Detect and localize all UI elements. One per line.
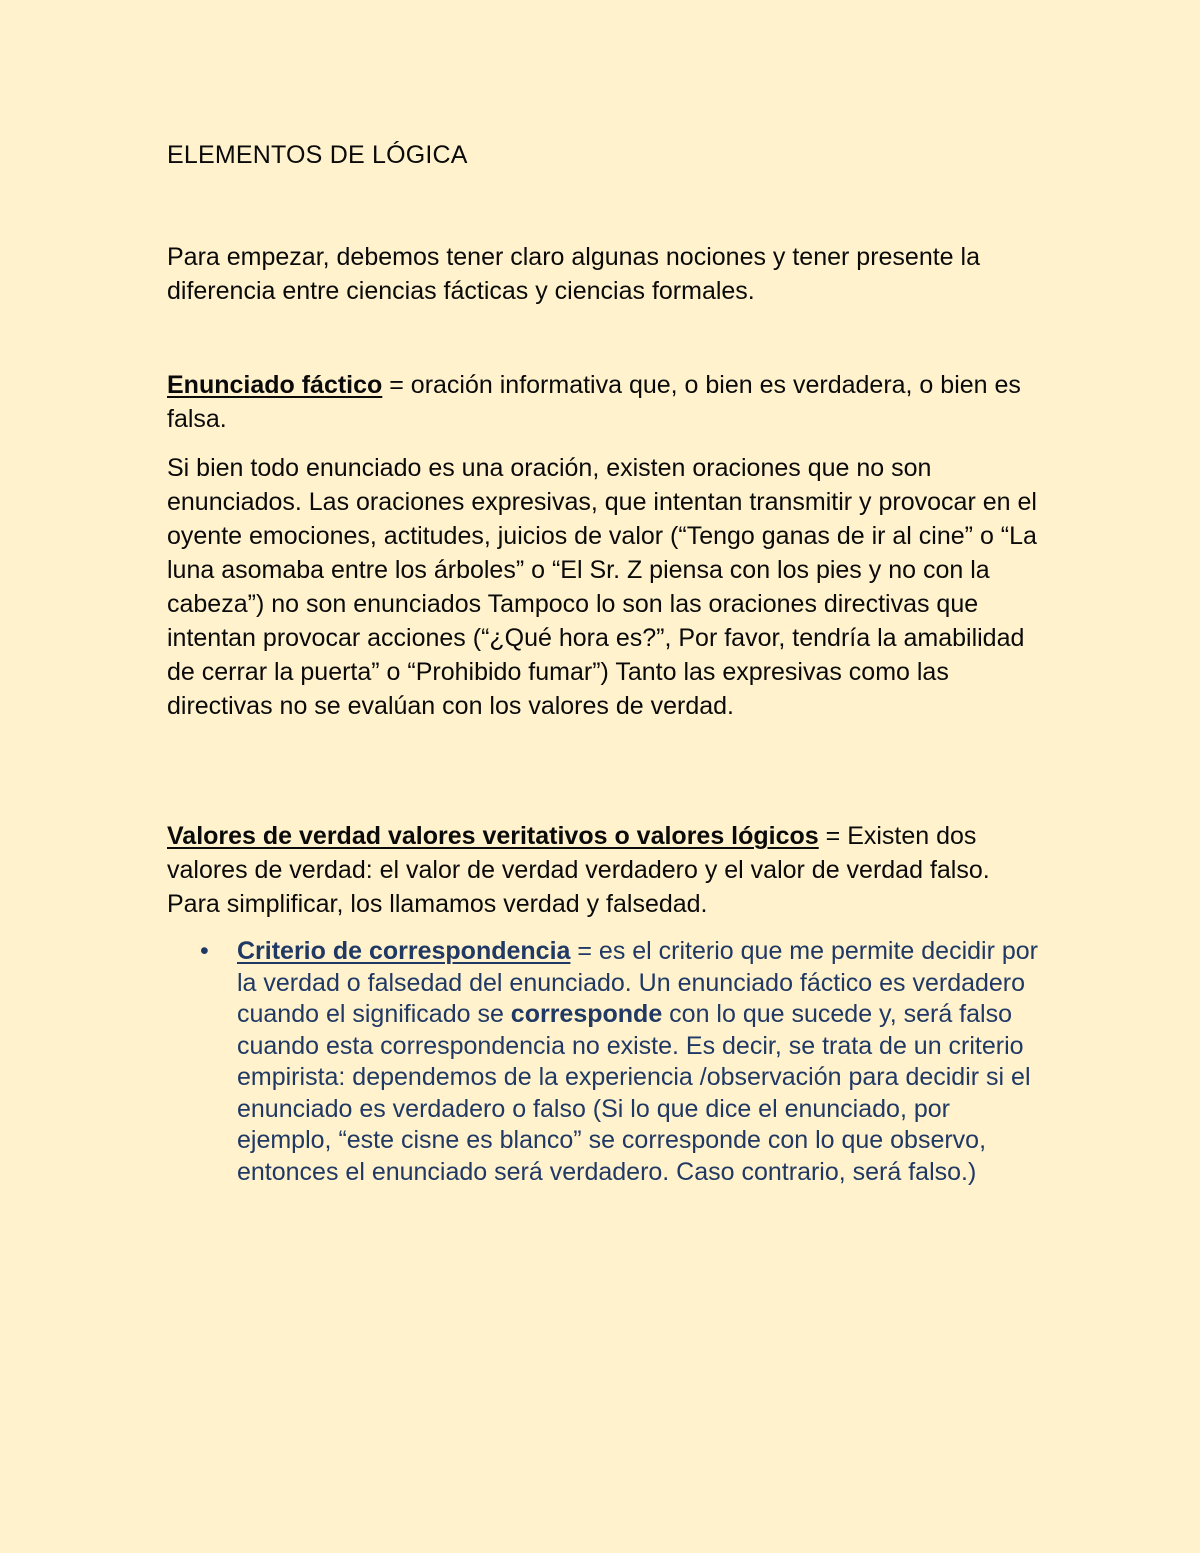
- criterio-term: Criterio de correspondencia: [237, 937, 571, 965]
- criterio-text-after: con lo que sucede y, será falso cuando esta correspondencia no existe. Es decir, se trata de un criterio empirista: dependemos de la experiencia /observación para decidir si el enunciado es verdadero o falso (Si lo que dice el enunciado, por ejemplo, “este cisne es blanco” se corresponde con lo que observo, entonces el enunciado será verdadero. Caso contrario, será falso.): [237, 1000, 1031, 1186]
- intro-paragraph: Para empezar, debemos tener claro algunas nociones y tener presente la diferencia entre ciencias fácticas y ciencias formales.: [167, 243, 980, 305]
- oraciones-paragraph: Si bien todo enunciado es una oración, existen oraciones que no son enunciados. Las oraciones expresivas, que intentan transmitir y provocar en el oyente emociones, actitudes, juicios de valor (“Tengo ganas de ir al cine” o “La luna asomaba entre los árboles” o “El Sr. Z piensa con los pies y no con la cabeza”) no son enunciados Tampoco lo son las oraciones directivas que intentan provocar acciones (“¿Qué hora es?”, Por favor, tendría la amabilidad de cerrar la puerta” o “Prohibido fumar”) Tanto las expresivas como las directivas no se evalúan con los valores de verdad.: [167, 454, 1037, 720]
- list-item: [167, 936, 1047, 1188]
- criterio-text-before: = es el criterio que me permite decidir por la verdad o falsedad del enunciado. Un enunciado fáctico es verdadero cuando el significado se: [237, 937, 1039, 1028]
- enunciado-factico-paragraph: [167, 368, 1047, 436]
- enunciado-factico-term: Enunciado fáctico: [167, 371, 383, 399]
- criterio-emphasis: corresponde: [510, 1000, 663, 1028]
- enunciado-factico-definition: = oración informativa que, o bien es verdadera, o bien es falsa.: [167, 371, 1021, 433]
- criterio-list: [167, 936, 1047, 1188]
- valores-de-verdad-term: Valores de verdad valores veritativos o valores lógicos: [167, 822, 819, 850]
- document-title: ELEMENTOS DE LÓGICA: [167, 141, 468, 169]
- bullet-icon: •: [200, 937, 209, 965]
- valores-de-verdad-definition: = Existen dos valores de verdad: el valor de verdad verdadero y el valor de verdad falso. Para simplificar, los llamamos verdad y falsedad.: [167, 822, 990, 918]
- valores-de-verdad-paragraph: [167, 819, 1047, 921]
